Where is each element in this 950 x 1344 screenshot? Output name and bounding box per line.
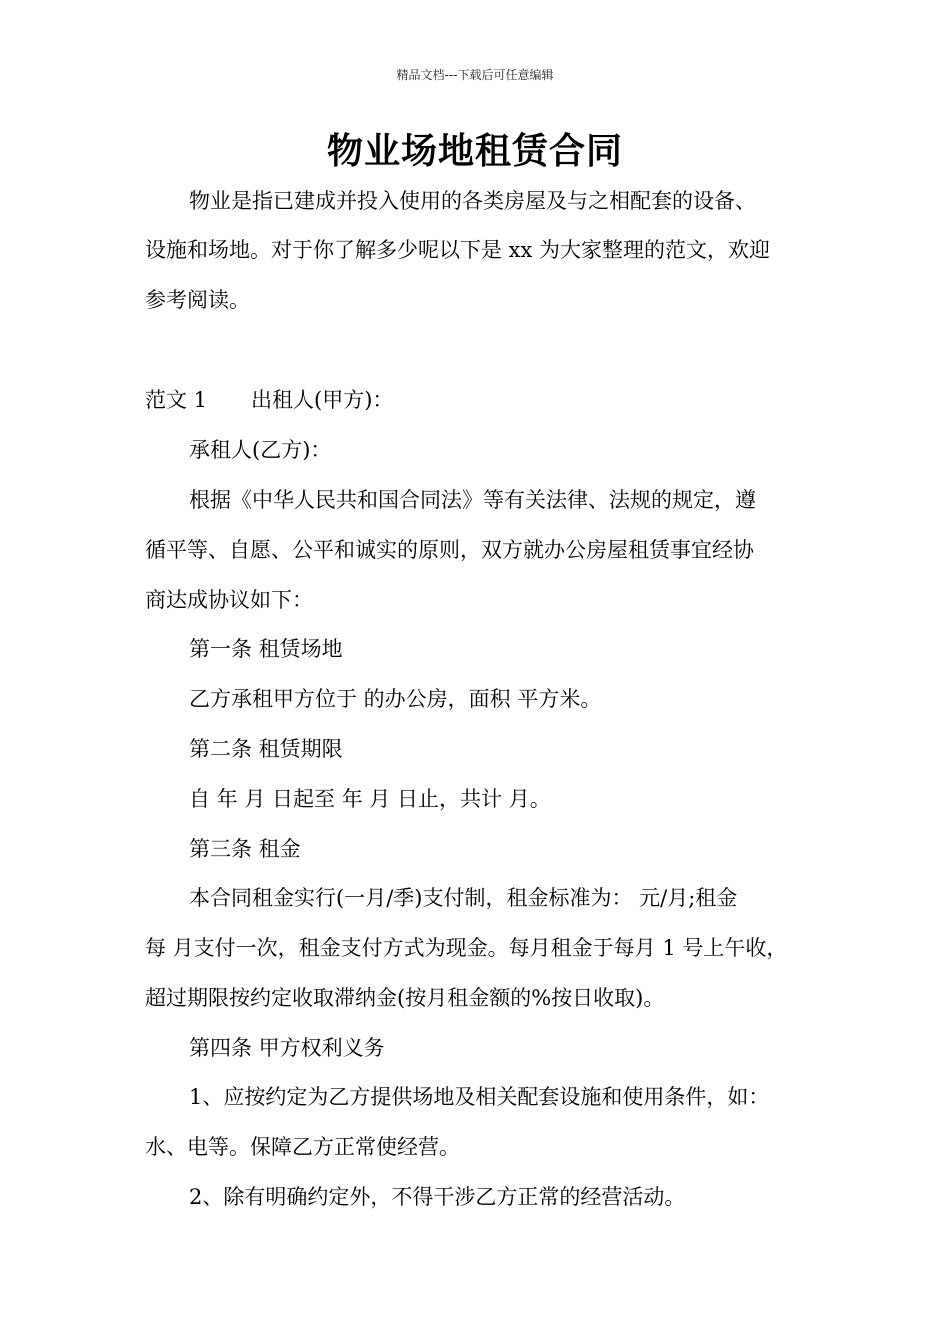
article-4-item-1-line-2: 水、电等。保障乙方正常使经营。	[145, 1135, 460, 1159]
article-1-body: 乙方承租甲方位于 的办公房，面积 平方米。	[189, 687, 602, 711]
article-4-item-2: 2、除有明确约定外，不得干涉乙方正常的经营活动。	[189, 1185, 686, 1209]
article-3-body-line-1: 本合同租金实行(一月/季)支付制，租金标准为： 元/月;租金	[189, 886, 738, 910]
article-2-title: 第二条 租赁期限	[189, 737, 343, 761]
article-4-item-1-line-1: 1、应按约定为乙方提供场地及相关配套设施和使用条件，如：	[189, 1085, 770, 1109]
preamble-line-3: 商达成协议如下：	[145, 588, 313, 612]
lessor-line: 出租人(甲方)：	[251, 388, 394, 412]
article-3-body-line-3: 超过期限按约定收取滞纳金(按月租金额的%按日收取)。	[145, 986, 665, 1010]
header-note: 精品文档---下载后可任意编辑	[396, 68, 554, 82]
article-2-body: 自 年 月 日起至 年 月 日止，共计 月。	[189, 787, 551, 811]
sample-label: 范文 1	[145, 388, 208, 412]
article-3-title: 第三条 租金	[189, 837, 301, 861]
lessee-line: 承租人(乙方)：	[189, 438, 332, 462]
intro-line-3: 参考阅读。	[145, 288, 250, 312]
sample-heading	[145, 385, 393, 415]
article-1-title: 第一条 租赁场地	[189, 637, 343, 661]
article-4-title: 第四条 甲方权利义务	[189, 1036, 385, 1060]
document-title: 物业场地租赁合同	[326, 131, 623, 172]
article-3-body-line-2: 每 月支付一次，租金支付方式为现金。每月租金于每月 1 号上午收，	[145, 936, 788, 960]
intro-line-2: 设施和场地。对于你了解多少呢以下是 xx 为大家整理的范文，欢迎	[145, 238, 771, 262]
preamble-line-1: 根据《中华人民共和国合同法》等有关法律、法规的规定，遵	[189, 488, 756, 512]
preamble-line-2: 循平等、自愿、公平和诚实的原则，双方就办公房屋租赁事宜经协	[145, 538, 754, 562]
intro-line-1: 物业是指已建成并投入使用的各类房屋及与之相配套的设备、	[189, 189, 756, 213]
